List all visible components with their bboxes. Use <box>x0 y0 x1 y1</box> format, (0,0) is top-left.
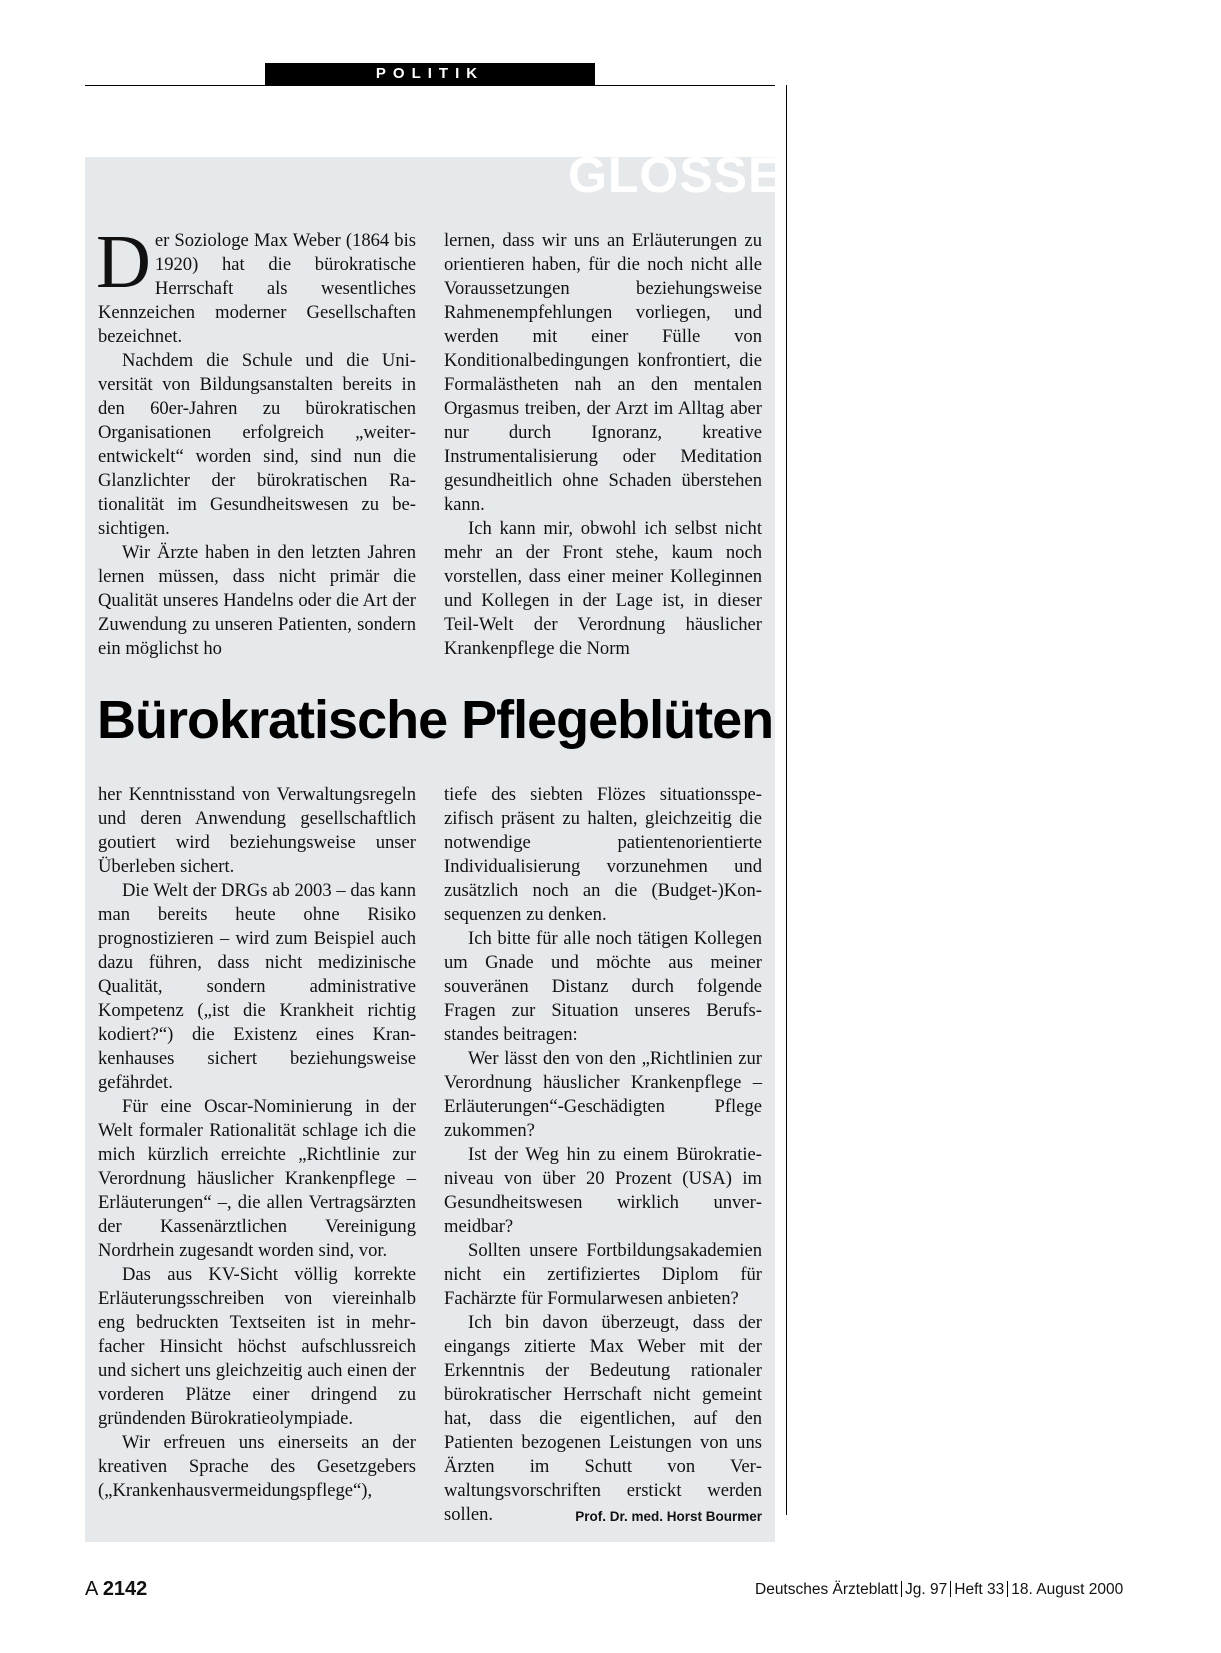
author-byline: Prof. Dr. med. Horst Bourmer <box>575 1509 762 1524</box>
paragraph: Der Soziologe Max Weber (1864 bis 1920) hat die bürokratische Herrschaft als wesentliches Kennzeichen moderner Gesellschaften bezeichnet. <box>96 220 416 347</box>
separator <box>901 1581 902 1597</box>
separator <box>950 1581 951 1597</box>
text-column-4 <box>444 783 762 1529</box>
section-label: POLITIK <box>265 63 595 85</box>
journal-volume: Jg. 97 <box>905 1581 948 1598</box>
headline: Bürokratische Pflegeblüten <box>97 690 774 750</box>
paragraph: Ist der Weg hin zu einem Bürokratieniveau von über 20 Prozent (USA) im Gesundheitswesen wirklich unvermeidbar? <box>444 1144 762 1237</box>
text-column-2 <box>444 229 762 661</box>
journal-name: Deutsches Ärzteblatt <box>755 1581 899 1598</box>
paragraph: her Kenntnisstand von Verwaltungsregeln und deren Anwendung gesellschaftlich goutiert wird beziehungsweise unser Überleben sichert. <box>98 784 416 877</box>
paragraph: Für eine Oscar-Nominierung in der Welt formaler Rationalität schlage ich die mich kürzlich erreichte „Richtlinie zur Verordnung häuslicher Krankenpflege – Erläuterungen“ –, die allen Vertragsärzten der Kassenärztlichen Vereinigung Nordrhein zugesandt worden sind, vor. <box>98 1096 416 1261</box>
paragraph: Die Welt der DRGs ab 2003 – das kann man bereits heute ohne Risiko prognostizieren – wird zum Beispiel auch dazu führen, dass nicht medizinische Qualität, sondern administrative Kompetenz („ist die Krankheit richtig kodiert?“) die Existenz eines Krankenhauses sichert beziehungsweise gefährdet. <box>98 880 416 1093</box>
drop-cap: D <box>96 220 151 304</box>
text-column-3 <box>98 783 416 1503</box>
journal-footer <box>755 1581 1123 1599</box>
paragraph: Wer lässt den von den „Richtlinien zur Verordnung häuslicher Krankenpflege – Erläuterungen“-Geschädigten Pflege zukommen? <box>444 1048 762 1141</box>
paragraph: Ich bin davon überzeugt, dass der eingangs zitierte Max Weber mit der Erkenntnis der Bedeutung rationaler bürokratischer Herrschaft nicht gemeint hat, dass die eigentlichen, auf den Patienten bezogenen Leistungen von uns Ärzten im Schutt von Verwaltungsvorschriften erstickt werden sollen. Prof. Dr. med. Horst Bourmer <box>444 1311 762 1527</box>
paragraph: Nachdem die Schule und die Universität von Bildungsanstalten bereits in den 60er-Jahren zu bürokratischen Organisationen erfolgreich „weiterentwickelt“ worden sind, sind nun die Glanzlichter der bürokratischen Rationalität im Gesundheitswesen zu besichtigen. <box>98 350 416 539</box>
paragraph: Sollten unsere Fortbildungsakademien nicht ein zertifiziertes Diplom für Fachärzte für Formularwesen anbieten? <box>444 1240 762 1309</box>
text-column-1 <box>96 220 416 661</box>
paragraph: Ich kann mir, obwohl ich selbst nicht mehr an der Front stehe, kaum noch vorstellen, dass einer meiner Kolleginnen und Kollegen in der Lage ist, in dieser Teil-Welt der Verordnung häuslicher Krankenpflege die Norm <box>444 518 762 659</box>
paragraph: lernen, dass wir uns an Erläuterungen zu orientieren haben, für die noch nicht alle Voraussetzungen beziehungsweise Rahmenempfehlungen vorliegen, und werden mit einer Fülle von Konditionalbedingungen konfrontiert, die Formalästheten nah an den mentalen Orgasmus treiben, der Arzt im Alltag aber nur durch Ignoranz, kreative Instrumentalisierung oder Meditation gesundheitlich ohne Schaden überstehen kann. <box>444 230 762 515</box>
paragraph: Wir Ärzte haben in den letzten Jahren lernen müssen, dass nicht primär die Qualität unseres Handelns oder die Art der Zuwendung zu unseren Patienten, sondern ein möglichst ho <box>98 542 416 659</box>
paragraph: Das aus KV-Sicht völlig korrekte Erläuterungsschreiben von viereinhalb eng bedruckten Textseiten ist in mehrfacher Hinsicht höchst aufschlussreich und sichert uns gleichzeitig auch einen der vorderen Plätze einer dringend zu gründenden Bürokratieolympiade. <box>98 1264 416 1429</box>
journal-date: 18. August 2000 <box>1011 1581 1124 1598</box>
separator <box>1007 1581 1008 1597</box>
paragraph: Ich bitte für alle noch tätigen Kollegen um Gnade und möchte aus meiner souveränen Distanz durch folgende Fragen zur Situation unseres Berufsstandes beitragen: <box>444 928 762 1045</box>
top-rule <box>85 85 775 86</box>
paragraph: Wir erfreuen uns einerseits an der kreativen Sprache des Gesetzgebers („Krankenhausvermeidungspflege“), <box>98 1432 416 1501</box>
kicker-glosse: GLOSSE <box>568 147 783 203</box>
page-number: A 2142 <box>85 1578 148 1600</box>
paragraph: tiefe des siebten Flözes situationsspezifisch präsent zu halten, gleichzeitig die notwendige patientenorientierte Individualisierung vorzunehmen und zusätzlich noch an die (Budget-)Konsequenzen zu denken. <box>444 784 762 925</box>
journal-issue: Heft 33 <box>954 1581 1005 1598</box>
column-rule <box>786 85 787 1515</box>
